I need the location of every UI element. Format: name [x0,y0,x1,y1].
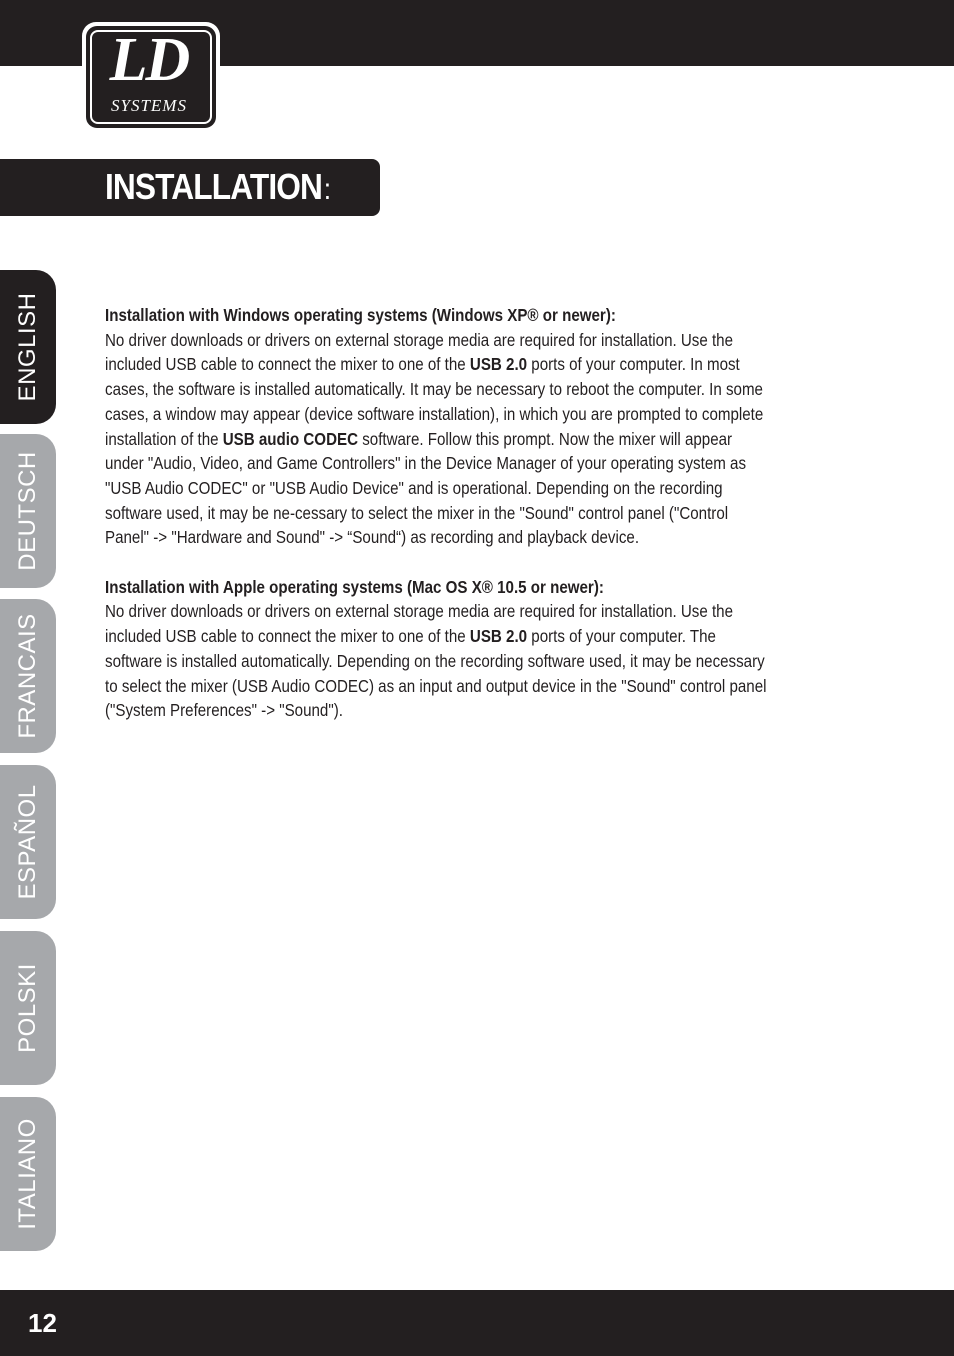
logo-main-text: LD [109,26,189,94]
tab-deutsch-label: DEUTSCH [14,451,41,571]
page-number: 12 [28,1308,57,1338]
tab-deutsch[interactable] [0,434,56,588]
tab-polski-label: POLSKI [14,963,41,1053]
ld-systems-logo [82,22,220,132]
footer-bar [0,1290,954,1356]
tab-francais[interactable] [0,599,56,753]
tab-english-label: ENGLISH [14,292,41,402]
apple-section [105,575,774,723]
windows-text-2: ports of your computer. In most cases, the software is installed automatically. It may be necessary to reboot the computer. In some cases, a window may appear (device software installation), in which you are prompted to complete installation of the [105,354,764,449]
windows-bold-codec: USB audio CODEC [222,428,359,449]
apple-bold-usb: USB 2.0 [469,626,528,647]
windows-text-1: No driver downloads or drivers on external storage media are required for installation. Use the included USB cable to connect the mixer to one of the [105,329,734,375]
tab-espanol-label: ESPAÑOL [14,784,41,900]
tab-espanol[interactable] [0,765,56,919]
tab-italiano-label: ITALIANO [14,1118,41,1230]
apple-heading: Installation with Apple operating systems (Mac OS X® 10.5 or newer): [105,576,604,597]
main-content [105,303,774,748]
apple-text-1: No driver downloads or drivers on external storage media are required for installation. Use the included USB cable to connect the mixer to one of the [105,601,734,647]
apple-text-2: ports of your computer. The software is installed automatically. Depending on the recording software used, it may be necessary to select the mixer (USB Audio CODEC) as an input and output device in the "Sound" control panel ("System Preferences" -> "Sound"). [105,626,767,721]
windows-bold-usb: USB 2.0 [469,354,528,375]
windows-section [105,303,774,550]
windows-heading: Installation with Windows operating systems (Windows XP® or newer): [105,305,616,325]
page-title: INSTALLATION: [105,166,332,207]
logo-sub-text: SYSTEMS [111,96,187,115]
tab-english[interactable] [0,270,56,424]
tab-francais-label: FRANCAIS [14,613,41,739]
windows-text-3: software. Follow this prompt. Now the mixer will appear under "Audio, Video, and Game Controllers" in the Device Manager of your operating system as "USB Audio CODEC" or "USB Audio Device" and is operational. Depending on the recording software used, it may be ne-cessary to select the mixer in the "Sound" control panel ("Control Panel" -> "Hardware and Sound" -> “Sound“) as recording and playback device. [105,428,747,548]
tab-italiano[interactable] [0,1097,56,1251]
tab-polski[interactable] [0,931,56,1085]
